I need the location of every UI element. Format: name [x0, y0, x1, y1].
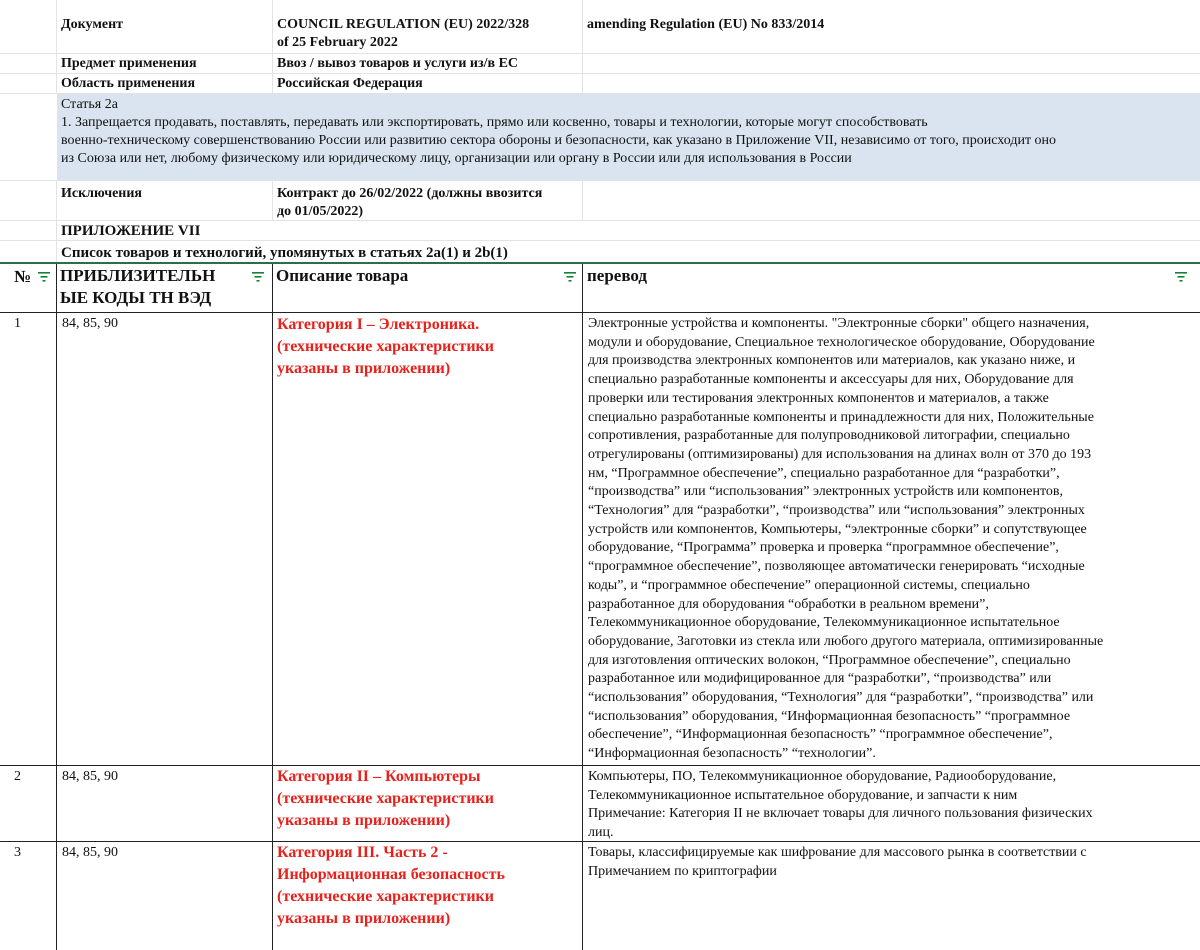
translation-line: Примечание: Категория II не включает товары для личного пользования физических: [588, 806, 1093, 822]
translation-line: отрегулированы (оптимизированы) для использования на длинах волн от 370 до 193: [588, 446, 1092, 462]
row-3-codes: 84, 85, 90: [62, 845, 118, 860]
regulation-title: [273, 15, 582, 53]
translation-line: Товары, классифицируемые как шифрование для массового рынка в соответствии с: [588, 845, 1087, 860]
exceptions-line-2: до 01/05/2022): [277, 204, 364, 219]
article-block: [57, 94, 1200, 180]
translation-line: “производства” или “использования” электронных устройств или компонентов,: [588, 484, 1064, 500]
filter-description-icon[interactable]: [564, 272, 576, 282]
translation-line: для изготовления оптических волокон, “Программное обеспечение”, специально: [588, 652, 1071, 668]
row-3-desc-line: (технические характеристики: [277, 888, 494, 905]
row-2-codes: 84, 85, 90: [62, 769, 118, 784]
row-2-description: [273, 765, 582, 841]
translation-line: специально разработанные компоненты и аксессуары для них, Оборудование для: [588, 372, 1074, 388]
translation-line: специально разработанные компоненты и принадлежности для них, Положительные: [588, 409, 1094, 425]
header-codes[interactable]: [58, 265, 248, 311]
translation-line: обеспечение”, “Информационная безопасность” “программное обеспечение”,: [588, 727, 1053, 743]
row-3-description: [273, 841, 582, 941]
translation-line: “использования” оборудования, “Технология” для “разработки”, “производства” или: [588, 690, 1094, 706]
translation-line: “Информационная безопасность” “технологии”.: [588, 746, 876, 762]
row-3-translation: [583, 842, 1200, 942]
row-1-codes: 84, 85, 90: [62, 316, 118, 331]
regulation-line-1: COUNCIL REGULATION (EU) 2022/328: [277, 17, 530, 32]
translation-line: Телекоммуникационное испытательное оборудование, и запчасти к ним: [588, 787, 1018, 803]
translation-line: “использования” оборудования, “Информационная безопасность” “программное: [588, 708, 1071, 724]
translation-line: нм, “Программное обеспечение”, специально разработанное для “разработки”,: [588, 465, 1060, 481]
translation-line: Примечанием по криптографии: [588, 863, 777, 879]
article-line-1: 1. Запрещается продавать, поставлять, передавать или экспортировать, прямо или косвенно, товары и технологии, которые могут способствовать: [61, 115, 928, 130]
translation-line: модули и оборудование, Специальное технологическое оборудование, Оборудование: [588, 334, 1095, 350]
row-3-num: 3: [14, 845, 21, 860]
article-title: Статья 2а: [61, 97, 118, 112]
header-codes-line-1: ПРИБЛИЗИТЕЛЬН: [60, 266, 216, 285]
exceptions-value: [273, 184, 582, 220]
row-1-desc-line: Категория I – Электроника.: [277, 316, 480, 333]
translation-line: Электронные устройства и компоненты. "Электронные сборки" общего назначения,: [588, 316, 1090, 331]
row-2-translation: [583, 766, 1200, 841]
header-description[interactable]: Описание товара: [276, 266, 409, 285]
scope-value: Российская Федерация: [277, 76, 423, 91]
translation-line: “Технология” для “разработки”, “производства” или “использования” электронных: [588, 503, 1085, 519]
filter-num-icon[interactable]: [38, 272, 50, 282]
subject-value: Ввоз / вывоз товаров и услуги из/в ЕС: [277, 56, 519, 71]
regulation-line-2: of 25 February 2022: [277, 35, 398, 50]
translation-line: разработанное для оборудования “обработки в реальном времени”,: [588, 596, 989, 612]
row-1-translation: [583, 313, 1200, 765]
row-2-desc-line: указаны в приложении): [277, 812, 451, 829]
exceptions-label: Исключения: [61, 186, 143, 201]
header-translation[interactable]: перевод: [587, 266, 648, 285]
header-num[interactable]: №: [14, 267, 32, 286]
translation-line: проверки или тестирования электронных компонентов и материалов, а также: [588, 390, 1049, 406]
article-line-3: из Союза или нет, любому физическому или юридическому лицу, организации или органу в России или для использования в России: [61, 151, 852, 166]
translation-line: коды”, и “программное обеспечение” операционной системы, специально: [588, 577, 1030, 593]
amending-regulation: amending Regulation (EU) No 833/2014: [587, 17, 825, 32]
translation-line: для производства электронных компонентов или материалов, как указано ниже, и: [588, 353, 1076, 369]
row-1-desc-line: (технические характеристики: [277, 338, 494, 355]
translation-line: Компьютеры, ПО, Телекоммуникационное оборудование, Радиооборудование,: [588, 769, 1057, 784]
header-codes-line-2: ЫЕ КОДЫ ТН ВЭД: [60, 288, 212, 307]
row-3-desc-line: Категория III. Часть 2 -: [277, 844, 448, 861]
translation-line: оборудование, Заготовки из стекла или любого другого материала, оптимизированные: [588, 633, 1104, 649]
row-2-desc-line: Категория II – Компьютеры: [277, 768, 481, 785]
row-3-desc-line: указаны в приложении): [277, 910, 451, 927]
annex-title: ПРИЛОЖЕНИЕ VII: [61, 223, 201, 239]
filter-codes-icon[interactable]: [252, 272, 264, 282]
translation-line: устройств или компонентов, Компьютеры, “электронные сборки” и сопутствующее: [588, 521, 1087, 537]
subject-label: Предмет применения: [61, 56, 197, 71]
filter-translation-icon[interactable]: [1175, 272, 1187, 282]
row-1-description: [273, 313, 582, 393]
doc-label: Документ: [61, 17, 124, 32]
annex-subtitle: Список товаров и технологий, упомянутых в статьях 2а(1) и 2b(1): [61, 245, 508, 261]
translation-line: Телекоммуникационное оборудование, Телекоммуникационное испытательное: [588, 615, 1060, 631]
row-2-desc-line: (технические характеристики: [277, 790, 494, 807]
scope-label: Область применения: [61, 76, 196, 91]
row-1-desc-line: указаны в приложении): [277, 360, 451, 377]
article-line-2: военно-техническому совершенствованию России или развитию сектора обороны и безопасности, как указано в Приложение VII, независимо от того, происходит оно: [61, 133, 1057, 148]
exceptions-line-1: Контракт до 26/02/2022 (должны ввозится: [277, 186, 543, 201]
row-2-num: 2: [14, 769, 21, 784]
row-1-num: 1: [14, 316, 21, 331]
translation-line: “программное обеспечение”, позволяющее автоматически генерировать “исходные: [588, 559, 1085, 575]
translation-line: лиц.: [588, 825, 614, 841]
row-3-desc-line: Информационная безопасность: [277, 866, 505, 883]
translation-line: оборудование, “Программа” проверка и проверка “программное обеспечение”,: [588, 540, 1059, 556]
translation-line: сопротивления, разработанные для полупроводниковой литографии, специально: [588, 428, 1070, 444]
translation-line: разработанное или модифицированное для “разработки”, “производства” или: [588, 671, 1052, 687]
